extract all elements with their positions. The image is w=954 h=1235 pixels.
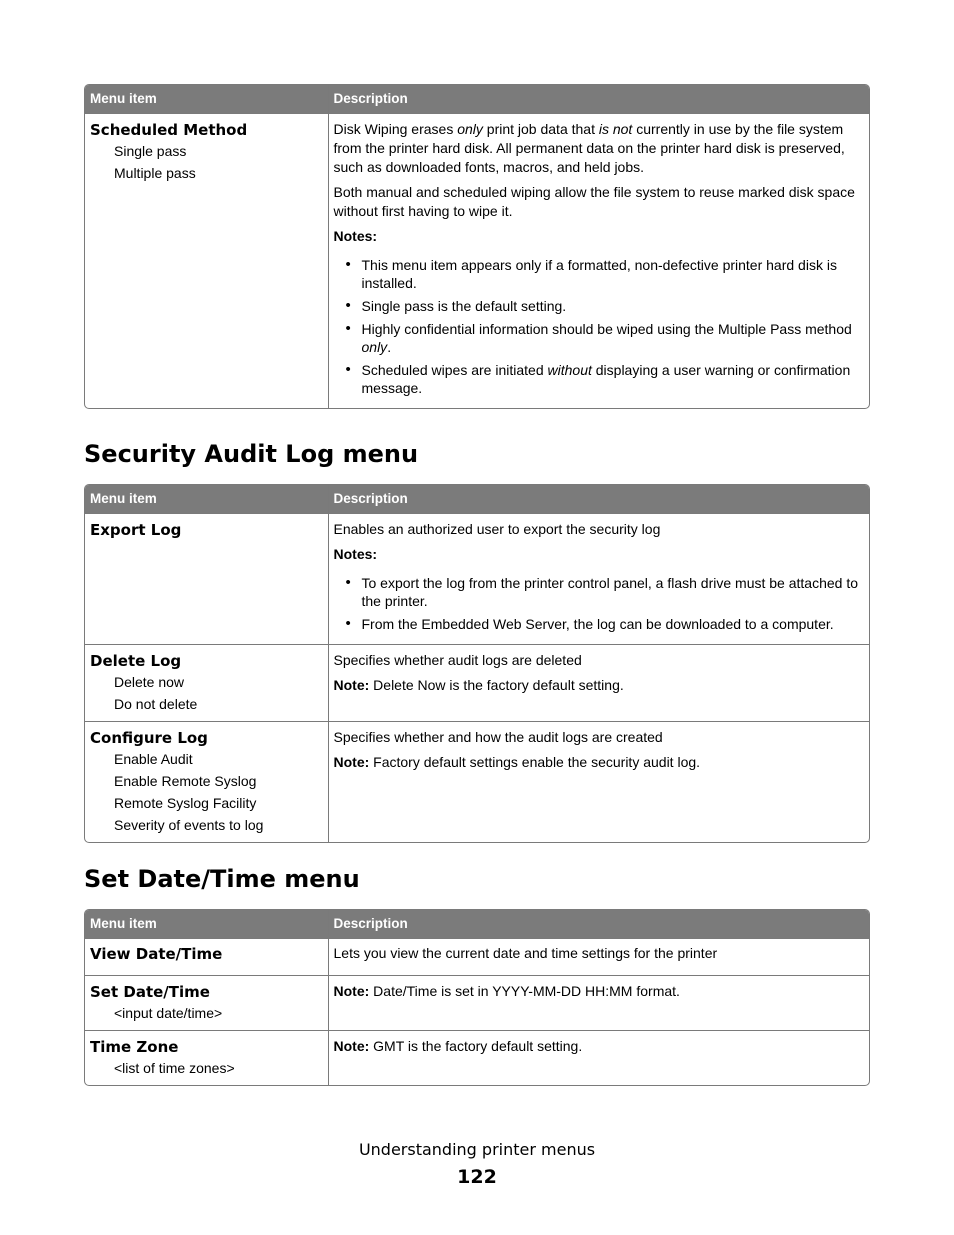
menu-item-title: View Date/Time	[90, 944, 223, 963]
menu-item-column-header: Menu item	[85, 85, 328, 113]
note-text: Note: Delete Now is the factory default setting.	[333, 676, 624, 693]
list-item: • Scheduled wipes are initiated without displaying a user warning or confirmation message.	[362, 361, 865, 397]
list-item: • This menu item appears only if a formatted, non-defective printer hard disk is installed.	[362, 256, 865, 292]
menu-item-title: Export Log	[90, 520, 182, 539]
description-text: Both manual and scheduled wiping allow the file system to reuse marked disk space without first having to wipe it.	[333, 183, 855, 219]
description-text: Disk Wiping erases only print job data that is not currently in use by the file system from the printer hard disk. All permanent data on the printer hard disk is preserved, such as downloaded fonts, macros, and held jobs.	[333, 120, 845, 175]
footer-chapter-title: Understanding printer menus	[358, 1140, 596, 1159]
notes-label: Notes:	[333, 545, 378, 562]
description-text: Enables an authorized user to export the security log	[333, 520, 661, 537]
list-item: • To export the log from the printer control panel, a flash drive must be attached to the printer.	[362, 574, 865, 610]
menu-item-title: Configure Log	[90, 728, 208, 747]
list-item: • From the Embedded Web Server, the log can be downloaded to a computer.	[362, 615, 865, 633]
menu-item-title: Delete Log	[90, 651, 182, 670]
menu-subitem: Remote Syslog Facility	[114, 794, 257, 811]
table-row	[85, 938, 869, 975]
menu-subitem: <input date/time>	[114, 1004, 223, 1021]
description-text: Lets you view the current date and time settings for the printer	[333, 944, 718, 961]
menu-subitem: Do not delete	[114, 695, 198, 712]
menu-item-title: Set Date/Time	[90, 982, 210, 1001]
set-date-time-table	[84, 909, 870, 1086]
security-audit-log-heading: Security Audit Log menu	[84, 440, 419, 468]
note-text: Note: Factory default settings enable the security audit log.	[333, 753, 701, 770]
table-row	[85, 721, 869, 842]
menu-subitem: Enable Remote Syslog	[114, 772, 257, 789]
menu-subitem: Severity of events to log	[114, 816, 264, 833]
description-text: Specifies whether and how the audit logs are created	[333, 728, 663, 745]
menu-subitem: Multiple pass	[114, 164, 196, 181]
scheduled-method-table	[84, 84, 870, 409]
table-row	[85, 975, 869, 1030]
table-row	[85, 113, 869, 408]
notes-list	[334, 574, 865, 633]
security-audit-log-table	[84, 484, 870, 843]
description-text: Specifies whether audit logs are deleted	[333, 651, 582, 668]
set-date-time-heading: Set Date/Time menu	[84, 865, 360, 893]
description-column-header: Description	[328, 485, 869, 513]
table-row	[85, 513, 869, 644]
menu-item-column-header: Menu item	[85, 485, 328, 513]
menu-subitem: Single pass	[114, 142, 187, 159]
menu-subitem: Delete now	[114, 673, 185, 690]
notes-label: Notes:	[333, 227, 378, 244]
list-item: • Single pass is the default setting.	[362, 297, 865, 315]
page-number: 122	[457, 1166, 497, 1188]
table-row	[85, 1030, 869, 1085]
description-column-header: Description	[328, 910, 869, 938]
menu-item-column-header: Menu item	[85, 910, 328, 938]
menu-item-title: Scheduled Method	[90, 120, 248, 139]
description-column-header: Description	[328, 85, 869, 113]
notes-list	[334, 256, 865, 397]
menu-subitem: Enable Audit	[114, 750, 193, 767]
note-text: Note: Date/Time is set in YYYY-MM-DD HH:MM format.	[333, 982, 680, 999]
list-item: • Highly confidential information should be wiped using the Multiple Pass method only.	[362, 320, 865, 356]
table-row	[85, 644, 869, 721]
menu-item-title: Time Zone	[90, 1037, 179, 1056]
note-text: Note: GMT is the factory default setting.	[333, 1037, 583, 1054]
menu-subitem: <list of time zones>	[114, 1059, 235, 1076]
